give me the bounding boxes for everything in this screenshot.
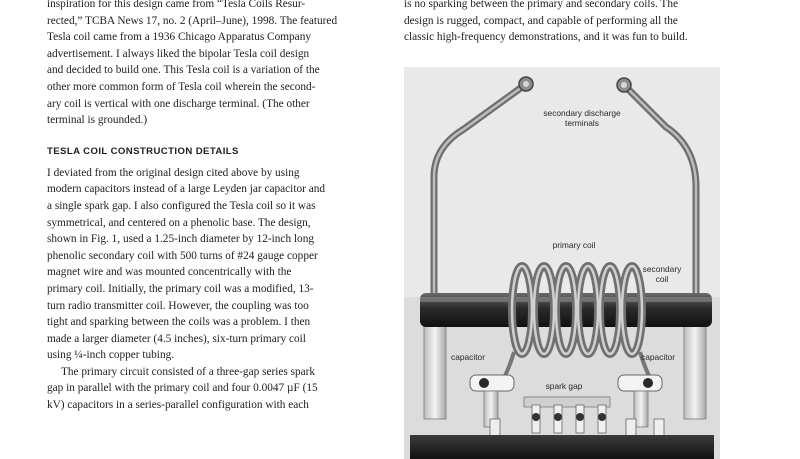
text-line: turn radio transmitter coil. However, the coupling was too xyxy=(47,299,309,312)
tesla-coil-photo xyxy=(404,67,720,459)
label-discharge-terminals-1: secondary discharge xyxy=(543,108,621,118)
label-capacitor-left: capacitor xyxy=(451,352,485,362)
text-line: is no sparking between the primary and secondary coils. The xyxy=(404,0,678,10)
construction-paragraph xyxy=(47,165,385,364)
text-line: inspiration for this design came from “Tesla Coils Resur- xyxy=(47,0,306,10)
text-line: other more common form of Tesla coil wherein the second- xyxy=(47,80,316,93)
text-line: phenolic secondary coil with 500 turns of #24 gauge copper xyxy=(47,249,318,262)
left-text-column xyxy=(47,0,385,414)
label-secondary-coil-2: coil xyxy=(655,274,669,284)
text-line: I deviated from the original design cited above by using xyxy=(47,166,300,179)
text-line: and decided to build one. This Tesla coil is a variation of the xyxy=(47,64,320,77)
text-line: using ¼-inch copper tubing. xyxy=(47,349,175,362)
text-line: symmetrical, and centered on a phenolic base. The design, xyxy=(47,216,311,229)
text-line: kV) capacitors in a series-parallel configuration with each xyxy=(47,399,309,412)
text-line: made a larger diameter (4.5 inches), six-turn primary coil xyxy=(47,332,306,345)
text-line: Tesla coil came from a 1936 Chicago Apparatus Company xyxy=(47,31,311,44)
label-primary-coil: primary coil xyxy=(552,240,596,250)
text-line: magnet wire and was mounted concentrically with the xyxy=(47,266,292,279)
text-line: tight and sparking between the coils was a problem. I then xyxy=(47,316,311,329)
label-secondary-coil-1: secondary xyxy=(642,264,682,274)
text-line: a single spark gap. I also configured the Tesla coil so it was xyxy=(47,199,316,212)
section-heading: TESLA COIL CONSTRUCTION DETAILS xyxy=(47,145,239,157)
text-line: rected,” TCBA News 17, no. 2 (April–June), 1998. The featured xyxy=(47,14,338,27)
phenolic-base xyxy=(410,435,714,459)
text-line: modern capacitors instead of a large Leyden jar capacitor and xyxy=(47,183,326,196)
text-line: design is rugged, compact, and capable of performing all the xyxy=(404,14,678,27)
label-capacitor-right: capacitor xyxy=(641,352,675,362)
primary-coil xyxy=(512,266,642,354)
text-line: shown in Fig. 1, used a 1.25-inch diameter by 12-inch long xyxy=(47,233,315,246)
text-line: classic high-frequency demonstrations, and it was fun to build. xyxy=(404,31,688,44)
label-discharge-terminals-2: terminals xyxy=(565,118,599,128)
text-line: terminal is grounded.) xyxy=(47,114,148,127)
intro-paragraph xyxy=(47,0,385,129)
label-spark-gap: spark gap xyxy=(545,381,583,391)
tesla-coil-illustration xyxy=(404,67,720,459)
primary-circuit-paragraph xyxy=(47,364,385,414)
text-line: gap in parallel with the primary coil and four 0.0047 µF (15 xyxy=(47,382,318,395)
text-line: The primary circuit consisted of a three-gap series spark xyxy=(61,365,316,378)
text-line: ary coil is vertical with one discharge terminal. (The other xyxy=(47,97,310,110)
right-text-column xyxy=(404,0,734,46)
text-line: primary coil. Initially, the primary coil was a modified, 13- xyxy=(47,282,314,295)
text-line: advertisement. I always liked the bipolar Tesla coil design xyxy=(47,47,310,60)
